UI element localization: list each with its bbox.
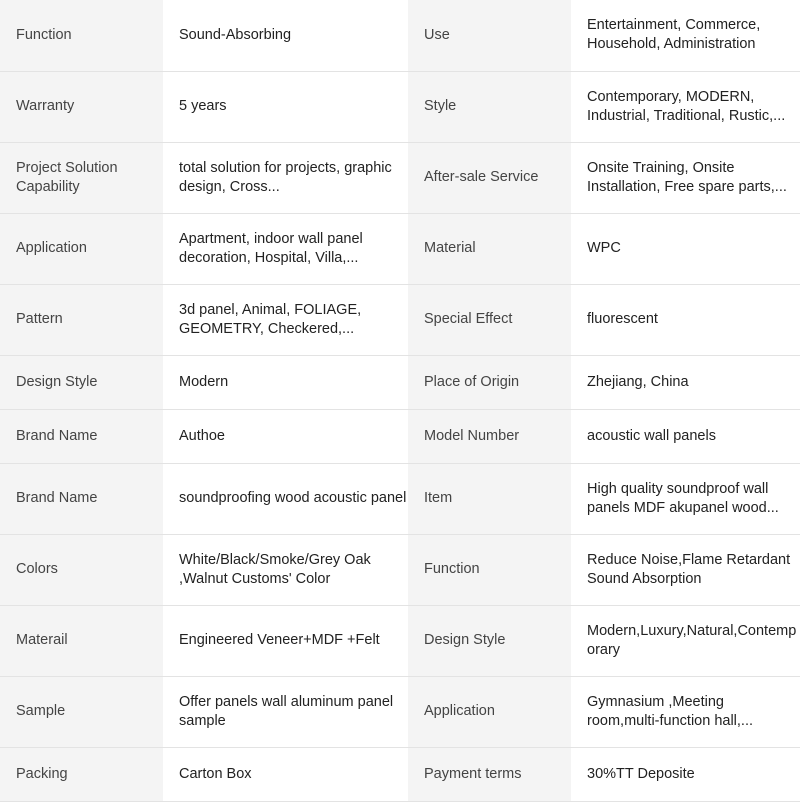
attribute-name: Function: [0, 0, 163, 71]
attribute-value: soundproofing wood acoustic panel: [163, 463, 408, 534]
attribute-name: Special Effect: [408, 284, 571, 355]
attribute-value: Contemporary, MODERN, Industrial, Traditional, Rustic,...: [571, 71, 800, 142]
attribute-name: Colors: [0, 534, 163, 605]
attribute-name: Brand Name: [0, 463, 163, 534]
table-row: [0, 605, 800, 676]
attribute-value: Offer panels wall aluminum panel sample: [163, 676, 408, 747]
attribute-value: fluorescent: [571, 284, 800, 355]
attribute-value: WPC: [571, 213, 800, 284]
attribute-name: Application: [408, 676, 571, 747]
attribute-name: Material: [408, 213, 571, 284]
attribute-value: Authoe: [163, 409, 408, 463]
attribute-name: Pattern: [0, 284, 163, 355]
attribute-value: Reduce Noise,Flame Retardant Sound Absorption: [571, 534, 800, 605]
attribute-name: Design Style: [0, 355, 163, 409]
attribute-value: Modern,Luxury,Natural,Contemporary: [571, 605, 800, 676]
table-row: [0, 534, 800, 605]
table-row: [0, 463, 800, 534]
table-row: [0, 355, 800, 409]
attribute-value: High quality soundproof wall panels MDF akupanel wood...: [571, 463, 800, 534]
attribute-name: Place of Origin: [408, 355, 571, 409]
attribute-value: 30%TT Deposite: [571, 747, 800, 801]
attribute-value: White/Black/Smoke/Grey Oak ,Walnut Customs' Color: [163, 534, 408, 605]
table-row: [0, 409, 800, 463]
attribute-value: Sound-Absorbing: [163, 0, 408, 71]
attribute-name: Design Style: [408, 605, 571, 676]
attribute-value: Onsite Training, Onsite Installation, Free spare parts,...: [571, 142, 800, 213]
attribute-value: Zhejiang, China: [571, 355, 800, 409]
attribute-value: Gymnasium ,Meeting room,multi-function hall,...: [571, 676, 800, 747]
attribute-value: Engineered Veneer+MDF +Felt: [163, 605, 408, 676]
attribute-value: Carton Box: [163, 747, 408, 801]
attribute-name: Warranty: [0, 71, 163, 142]
table-row: [0, 142, 800, 213]
attribute-name: Brand Name: [0, 409, 163, 463]
attribute-value: Entertainment, Commerce, Household, Administration: [571, 0, 800, 71]
attribute-name: Model Number: [408, 409, 571, 463]
attribute-value: 3d panel, Animal, FOLIAGE, GEOMETRY, Checkered,...: [163, 284, 408, 355]
table-row: [0, 747, 800, 801]
attribute-value: acoustic wall panels: [571, 409, 800, 463]
attribute-value: Apartment, indoor wall panel decoration, Hospital, Villa,...: [163, 213, 408, 284]
attribute-name: Style: [408, 71, 571, 142]
attribute-name: Sample: [0, 676, 163, 747]
attribute-name: Application: [0, 213, 163, 284]
table-row: [0, 0, 800, 71]
attribute-name: After-sale Service: [408, 142, 571, 213]
table-row: [0, 284, 800, 355]
attribute-value: total solution for projects, graphic design, Cross...: [163, 142, 408, 213]
attribute-name: Packing: [0, 747, 163, 801]
table-row: [0, 676, 800, 747]
attribute-name: Payment terms: [408, 747, 571, 801]
attribute-name: Materail: [0, 605, 163, 676]
attribute-name: Use: [408, 0, 571, 71]
table-row: [0, 71, 800, 142]
attribute-value: Modern: [163, 355, 408, 409]
attribute-name: Project Solution Capability: [0, 142, 163, 213]
table-row: [0, 213, 800, 284]
attribute-value: 5 years: [163, 71, 408, 142]
attribute-name: Function: [408, 534, 571, 605]
attribute-name: Item: [408, 463, 571, 534]
